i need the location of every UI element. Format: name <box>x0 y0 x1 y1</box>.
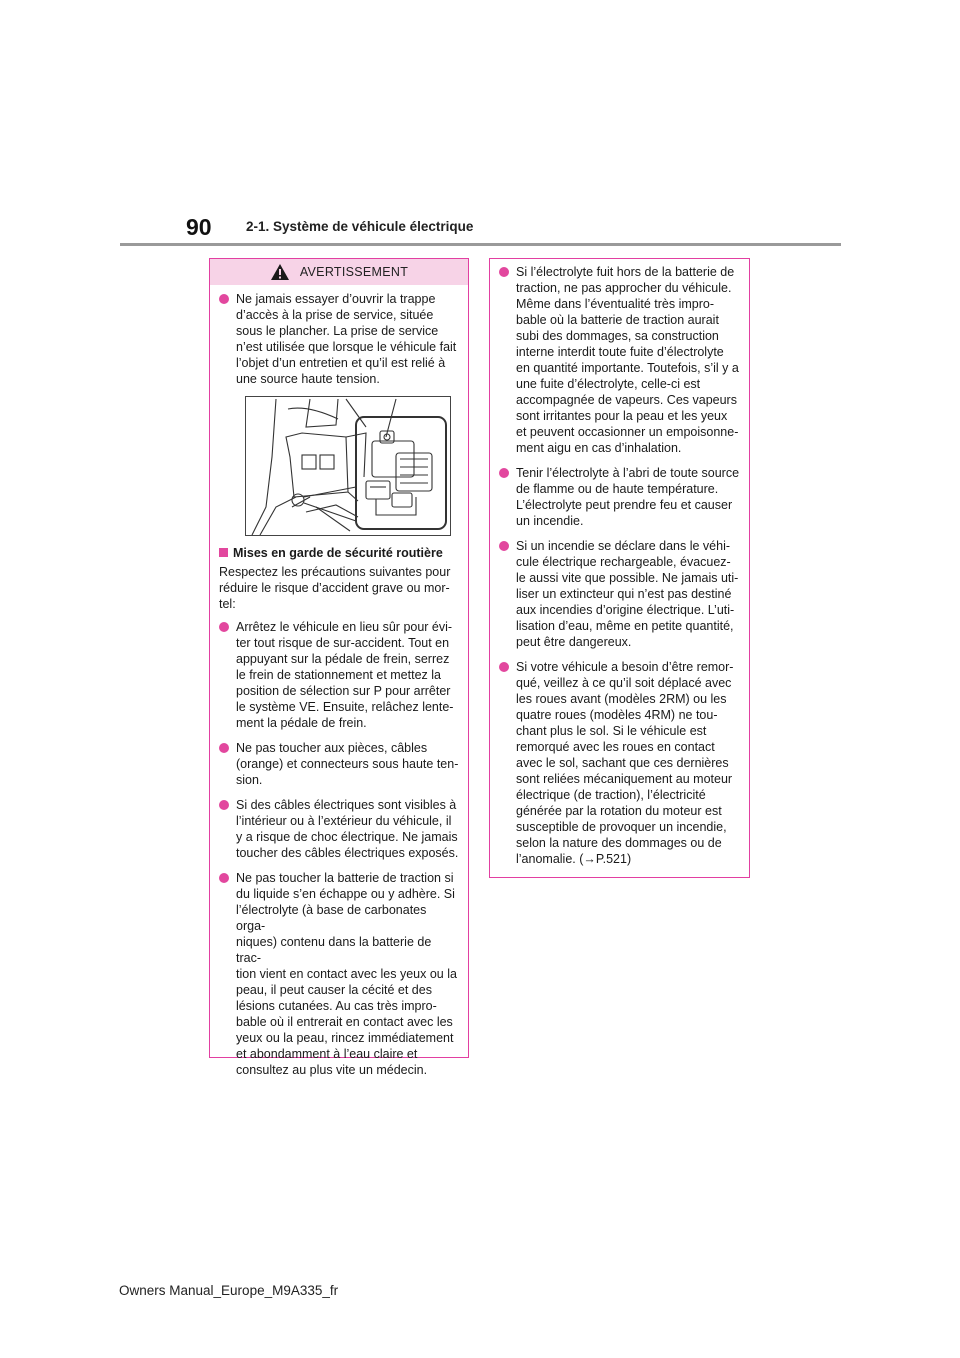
bullet-icon <box>499 541 509 551</box>
list-item <box>499 264 740 456</box>
section-title: 2-1. Système de véhicule électrique <box>246 219 474 234</box>
list-item-text: Ne pas toucher aux pièces, câbles (orange) et connecteurs sous haute ten- sion. <box>236 741 459 787</box>
list-item-text: Si un incendie se déclare dans le véhi- cule électrique rechargeable, évacuez- le aussi vite que possible. Ne jamais uti- liser un extincteur qui n’est pas destiné aux incendies d’origine électrique. L’uti- lisation d’eau, même en petite quantité, peut être dangereux. <box>516 539 739 649</box>
list-item <box>499 465 740 529</box>
bullet-icon <box>219 743 229 753</box>
subheading <box>219 546 459 560</box>
bullet-icon <box>499 267 509 277</box>
bullet-icon <box>499 468 509 478</box>
list-item-text: Ne jamais essayer d’ouvrir la trappe d’accès à la prise de service, située sous le plancher. La prise de service n’est utilisée que lorsque le véhicule fait l’objet d’un entretien et qu’il est relié à une source haute tension. <box>236 292 457 386</box>
list-item-text: Si des câbles électriques sont visibles à l’intérieur ou à l’extérieur du véhicule, il y a risque de choc électrique. Ne jamais toucher des câbles électriques exposés. <box>236 798 459 860</box>
subheading-text: Mises en garde de sécurité routière <box>233 546 443 560</box>
footer-text: Owners Manual_Europe_M9A335_fr <box>119 1283 339 1298</box>
bullet-icon <box>499 662 509 672</box>
bullet-icon <box>219 873 229 883</box>
list-item-text: Tenir l’électrolyte à l’abri de toute source de flamme ou de haute température. L’électrolyte peut prendre feu et causer un incendie. <box>516 466 740 528</box>
bullet-icon <box>219 622 229 632</box>
warning-title: AVERTISSEMENT <box>299 265 409 279</box>
list-item <box>219 619 459 731</box>
warning-triangle-icon <box>270 263 290 281</box>
warning-header <box>210 259 468 285</box>
service-plug-illustration <box>245 396 451 536</box>
list-item-text: Si l’électrolyte fuit hors de la batterie de traction, ne pas approcher du véhicule. Même dans l’éventualité très impro- bable où la batterie de traction aurait subi des dommages, sa construction interne interdit toute fuite d’électrolyte en quantité importante. Toutefois, s’il y a une fuite d’électrolyte, celle-ci est accompagnée de vapeurs. Ces vapeurs sont irritantes pour la peau et les yeux et peuvent occasionner un empoisonne- ment aigu en cas d’inhalation. <box>516 265 739 455</box>
list-item <box>219 870 459 1078</box>
list-item <box>219 291 459 387</box>
warning-box-right <box>489 258 750 878</box>
bullet-icon <box>219 800 229 810</box>
intro-paragraph: Respectez les précautions suivantes pour réduire le risque d’accident grave ou mor- tel: <box>219 565 451 611</box>
square-bullet-icon <box>219 548 228 557</box>
warning-box-left <box>209 258 469 1077</box>
list-item-text: Arrêtez le véhicule en lieu sûr pour évi- ter tout risque de sur-accident. Tout en appuyant sur la pédale de frein, serrez le frein de stationnement et mettez la position de sélection sur P pour arrêter le système VE. Ensuite, relâchez lente- ment la pédale de frein. <box>236 620 454 730</box>
bullet-icon <box>219 294 229 304</box>
vehicle-floor-illustration <box>246 397 450 535</box>
list-item <box>219 797 459 861</box>
page-number: 90 <box>186 214 212 240</box>
list-item <box>499 538 740 650</box>
list-item <box>219 740 459 788</box>
list-item <box>499 659 740 867</box>
list-item-text: Si votre véhicule a besoin d’être remor- qué, veillez à ce qu’il soit déplacé avec les roues avant (modèles 2RM) ou les quatre roues (modèles 4RM) ne tou- chant plus le sol. Si le véhicule est remorqué avec les roues en contact avec le sol, sachant que ces dernières sont reliées mécaniquement au moteur électrique (de traction), l’électricité générée par la rotation du moteur est susceptible de provoquer un incendie, selon la nature des dommages ou de l’anomalie. (→P.521) <box>516 660 734 866</box>
header-divider <box>120 243 841 246</box>
list-item-text: Ne pas toucher la batterie de traction si du liquide s’en échappe ou y adhère. Si l’électrolyte (à base de carbonates orga- niques) contenu dans la batterie de trac- tion vient en contact avec les yeux ou la peau, il peut causer la cécité et des lésions cutanées. Au cas très impro- bable où il entrerait en contact avec les yeux ou la peau, rincez immédiatement et abondamment à l’eau claire et consultez au plus vite un médecin. <box>236 871 457 1077</box>
